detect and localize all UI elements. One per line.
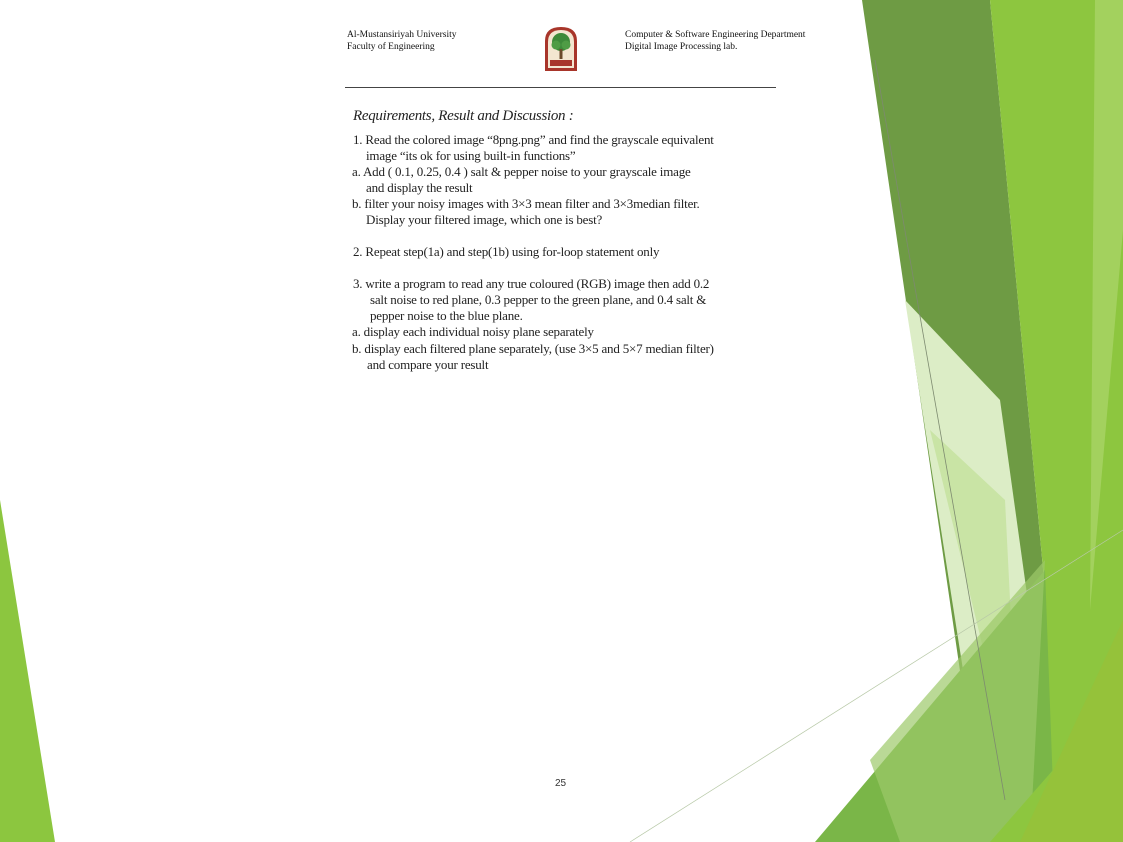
text-line: 3. write a program to read any true coloured (RGB) image then add 0.2 [353, 276, 710, 291]
header-left [347, 29, 457, 53]
left-green-sliver [0, 500, 55, 842]
text-line: Display your filtered image, which one is best? [366, 212, 603, 227]
text-line: image “its ok for using built-in functions” [366, 148, 576, 163]
text-line: a. Add ( 0.1, 0.25, 0.4 ) salt & pepper noise to your grayscale image [352, 164, 691, 179]
university-name: Al-Mustansiriyah University [347, 30, 457, 40]
text-line: pepper noise to the blue plane. [370, 308, 523, 323]
text-line: 2. Repeat step(1a) and step(1b) using for-loop statement only [353, 244, 660, 259]
text-line: and display the result [366, 180, 473, 195]
text-line: salt noise to red plane, 0.3 pepper to the green plane, and 0.4 salt & [370, 292, 707, 307]
header-divider [345, 87, 776, 88]
header-right [625, 29, 805, 53]
text-line: b. filter your noisy images with 3×3 mean filter and 3×3median filter. [352, 196, 700, 211]
text-line: and compare your result [367, 357, 489, 372]
faculty-name: Faculty of Engineering [347, 42, 435, 52]
department-name: Computer & Software Engineering Department [625, 30, 806, 40]
text-line: 1. Read the colored image “8png.png” and find the grayscale equivalent [353, 132, 714, 147]
section-heading: Requirements, Result and Discussion : [353, 108, 574, 124]
text-line: a. display each individual noisy plane separately [352, 324, 594, 339]
text-line: b. display each filtered plane separately, (use 3×5 and 5×7 median filter) [352, 341, 714, 356]
page-number: 25 [555, 778, 567, 789]
lab-name: Digital Image Processing lab. [625, 42, 738, 52]
university-seal-icon [543, 25, 579, 73]
